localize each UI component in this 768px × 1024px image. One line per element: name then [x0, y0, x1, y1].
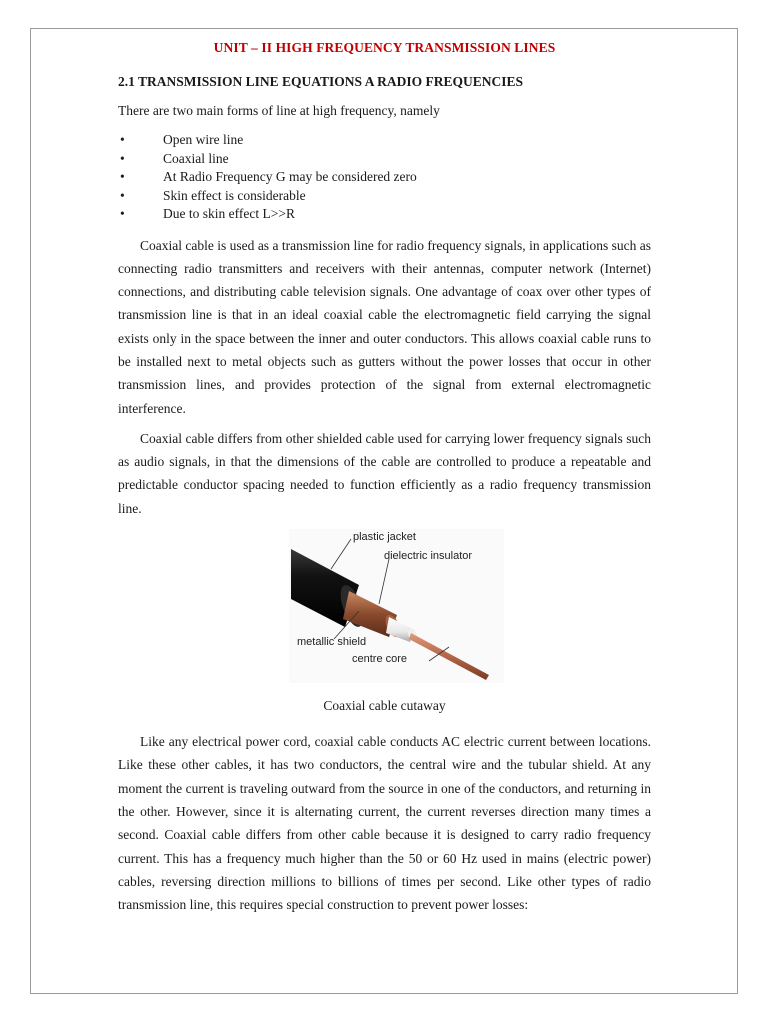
centre-core-shape: [409, 633, 489, 680]
list-item: [118, 131, 651, 150]
bullet-text: Skin effect is considerable: [163, 187, 306, 203]
paragraph: Like any electrical power cord, coaxial cable conducts AC electric current between locations. Like these other cables, it has two conductors, the central wire and the tubular shield. At any moment the current is traveling outward from the source in one of the conductors, and returning in the other. However, since it is alternating current, the current reverses direction many times a second. Coaxial cable differs from other cable because it is designed to carry radio frequency current. This has a frequency much higher than the 50 or 60 Hz used in mains (electric power) cables, reversing direction millions to billions of times per second. Like other types of radio transmission line, this requires special construction to prevent power losses:: [118, 734, 651, 913]
bullet-icon: •: [120, 132, 125, 147]
bullet-text: Open wire line: [163, 132, 244, 147]
bullet-text: At Radio Frequency G may be considered zero: [163, 169, 417, 184]
list-item: [118, 205, 651, 224]
bullet-icon: •: [120, 206, 125, 221]
paragraph: Coaxial cable differs from other shielded cable used for carrying lower frequency signals such as audio signals, in that the dimensions of the cable are controlled to produce a repeatable and predictable conductor spacing needed to function efficiently as a radio frequency transmission line.: [118, 430, 651, 516]
list-item: [118, 150, 651, 169]
bullet-text: Due to skin effect L>>R: [163, 206, 295, 221]
list-item: [118, 168, 651, 187]
bullet-icon: •: [120, 150, 125, 166]
bullet-list: [118, 131, 651, 224]
section-title: 2.1 TRANSMISSION LINE EQUATIONS A RADIO FREQUENCIES: [118, 74, 523, 89]
metallic-shield-label: metallic shield: [297, 636, 367, 649]
figure-caption: Coaxial cable cutaway: [323, 698, 446, 714]
plastic-jacket-label: plastic jacket: [353, 531, 416, 544]
dielectric-insulator-pointer: [379, 559, 389, 604]
bullet-text: Coaxial line: [163, 150, 229, 166]
intro-text: There are two main forms of line at high frequency, namely: [118, 103, 440, 118]
plastic-jacket-pointer: [331, 539, 351, 569]
bullet-icon: •: [120, 187, 125, 203]
page-content: [118, 40, 651, 923]
unit-title: UNIT – II HIGH FREQUENCY TRANSMISSION LINES: [213, 40, 556, 55]
bullet-icon: •: [120, 169, 125, 184]
list-item: [118, 187, 651, 206]
coaxial-cable-figure: [289, 529, 504, 683]
paragraph: Coaxial cable is used as a transmission line for radio frequency signals, in applications such as connecting radio transmitters and receivers with their antennas, computer network (Internet) connections, and distributing cable television signals. One advantage of coax over other types of transmission line is that in an ideal coaxial cable the electromagnetic field carrying the signal exists only in the space between the inner and outer conductors. This allows coaxial cable runs to be installed next to metal objects such as gutters without the power losses that occur in other transmission lines, and provides protection of the signal from external electromagnetic interference.: [118, 237, 651, 416]
centre-core-label: centre core: [352, 653, 408, 666]
dielectric-insulator-label: dielectric insulator: [384, 550, 473, 563]
